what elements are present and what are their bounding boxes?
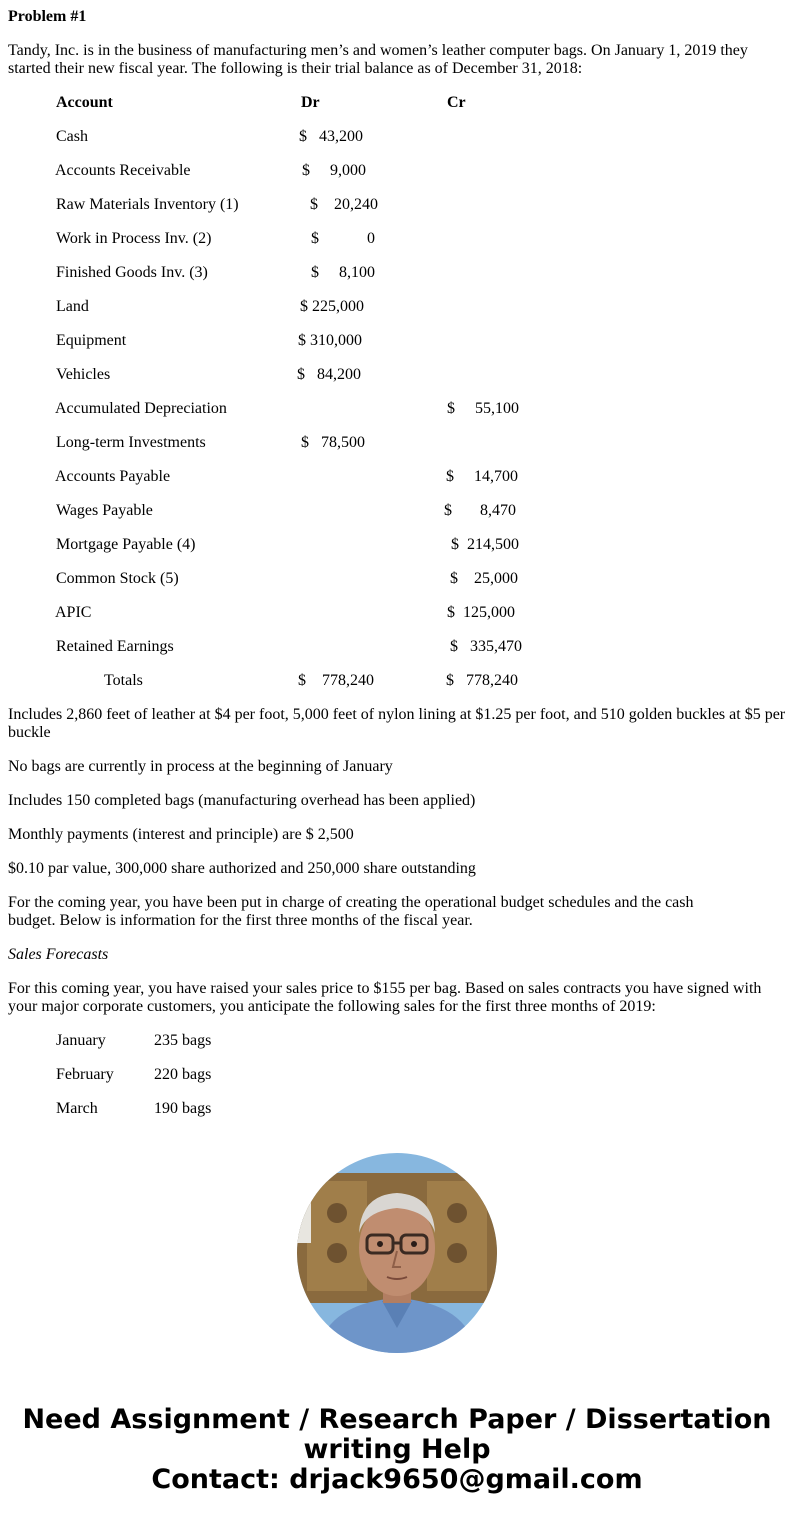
row-dr: $ 43,200: [299, 128, 363, 145]
forecast-bags: 235 bags: [154, 1032, 212, 1049]
budget-line-1: For the coming year, you have been put in charge of creating the operational budget schedules and the cash: [8, 894, 694, 911]
totals-cr: $ 778,240: [446, 672, 518, 689]
row-dr: $ 84,200: [297, 366, 361, 383]
header-account: Account: [56, 94, 113, 111]
sales-line-2: your major corporate customers, you anticipate the following sales for the first three months of 2019:: [8, 998, 656, 1015]
row-cr: $ 125,000: [447, 604, 515, 621]
row-account: Long-term Investments: [56, 434, 206, 451]
totals-label: Totals: [104, 672, 143, 689]
note-4: Monthly payments (interest and principle) are $ 2,500: [8, 826, 354, 843]
row-dr: $ 0: [311, 230, 375, 247]
footer-line-1: Need Assignment / Research Paper / Dissertation: [22, 1404, 772, 1435]
totals-dr: $ 778,240: [298, 672, 374, 689]
row-account: Mortgage Payable (4): [56, 536, 196, 553]
header-dr: Dr: [301, 94, 320, 111]
row-account: APIC: [55, 604, 92, 621]
note-2: No bags are currently in process at the beginning of January: [8, 758, 393, 775]
note-3: Includes 150 completed bags (manufacturing overhead has been applied): [8, 792, 476, 809]
row-account: Wages Payable: [56, 502, 153, 519]
row-dr: $ 8,100: [311, 264, 375, 281]
row-account: Accumulated Depreciation: [55, 400, 227, 417]
row-account: Finished Goods Inv. (3): [56, 264, 208, 281]
note-1-line-1: Includes 2,860 feet of leather at $4 per foot, 5,000 feet of nylon lining at $1.25 per foot, and 510 golden buckles at $5 per: [8, 706, 786, 723]
row-dr: $ 9,000: [302, 162, 366, 179]
row-account: Retained Earnings: [56, 638, 174, 655]
sales-heading: Sales Forecasts: [8, 946, 109, 963]
row-account: Raw Materials Inventory (1): [56, 196, 239, 213]
row-cr: $ 25,000: [450, 570, 518, 587]
forecast-bags: 220 bags: [154, 1066, 212, 1083]
row-account: Land: [56, 298, 89, 315]
sales-line-1: For this coming year, you have raised your sales price to $155 per bag. Based on sales contracts you have signed with: [8, 980, 762, 997]
row-account: Equipment: [56, 332, 127, 349]
row-account: Work in Process Inv. (2): [56, 230, 212, 247]
row-cr: $ 8,470: [444, 502, 516, 519]
note-1-line-2: buckle: [8, 724, 51, 741]
row-cr: $ 14,700: [446, 468, 518, 485]
footer-contact: Contact: drjack9650@gmail.com: [151, 1464, 643, 1495]
note-5: $0.10 par value, 300,000 share authorized and 250,000 share outstanding: [8, 860, 476, 877]
problem-title: Problem #1: [8, 8, 87, 25]
row-account: Accounts Receivable: [55, 162, 191, 179]
intro-line-2: started their new fiscal year. The following is their trial balance as of December 31, 2018:: [8, 60, 583, 77]
row-account: Cash: [56, 128, 88, 145]
row-dr: $ 225,000: [300, 298, 364, 315]
footer-line-2: writing Help: [303, 1434, 491, 1465]
forecast-bags: 190 bags: [154, 1100, 212, 1117]
row-dr: $ 78,500: [301, 434, 365, 451]
avatar: [297, 1153, 497, 1353]
row-dr: $ 310,000: [298, 332, 362, 349]
row-account: Common Stock (5): [56, 570, 179, 587]
forecast-month: January: [56, 1032, 106, 1049]
header-cr: Cr: [447, 94, 466, 111]
row-cr: $ 214,500: [451, 536, 519, 553]
row-cr: $ 55,100: [447, 400, 519, 417]
budget-line-2: budget. Below is information for the first three months of the fiscal year.: [8, 912, 473, 929]
forecast-month: February: [56, 1066, 114, 1083]
row-account: Vehicles: [56, 366, 111, 383]
avatar-portrait: [297, 1153, 497, 1353]
row-cr: $ 335,470: [450, 638, 522, 655]
row-dr: $ 20,240: [310, 196, 378, 213]
row-account: Accounts Payable: [55, 468, 171, 485]
forecast-month: March: [56, 1100, 98, 1117]
intro-line-1: Tandy, Inc. is in the business of manufacturing men’s and women’s leather computer bags. On January 1, 2019 they: [8, 42, 748, 59]
